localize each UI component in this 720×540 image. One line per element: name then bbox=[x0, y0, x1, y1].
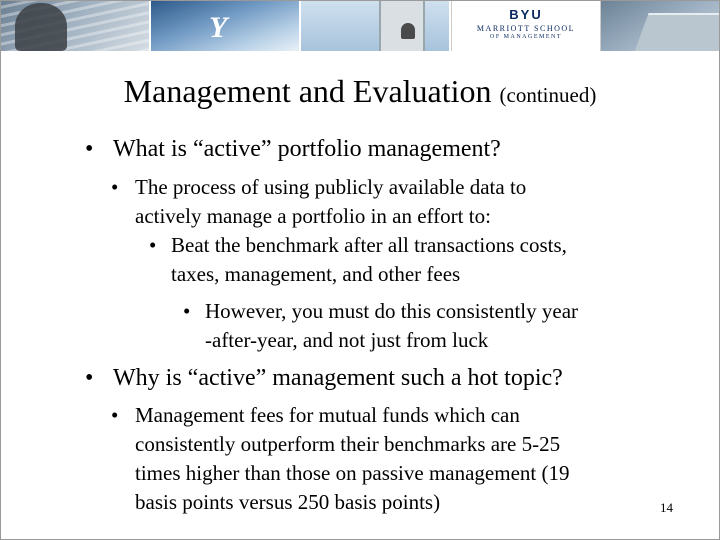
bullet-text: The process of using publicly available data to bbox=[135, 175, 527, 199]
bell-tower-photo bbox=[301, 1, 449, 51]
bullet-text: actively manage a portfolio in an effort to: bbox=[135, 204, 491, 228]
bullet-item bbox=[111, 401, 569, 517]
bullet-text: -after-year, and not just from luck bbox=[205, 328, 489, 352]
statue-photo bbox=[1, 1, 149, 51]
y-mountain-logo: Y bbox=[209, 11, 226, 44]
brand-sub-text-2: OF MANAGEMENT bbox=[490, 34, 562, 40]
bullet-text: basis points versus 250 basis points) bbox=[135, 490, 441, 514]
bullet-text: consistently outperform their benchmarks are 5-25 bbox=[135, 432, 561, 456]
brand-text bbox=[452, 7, 600, 40]
title-suffix: (continued) bbox=[499, 83, 597, 107]
bullet-text: taxes, management, and other fees bbox=[171, 262, 461, 286]
bullet-dot: • bbox=[111, 175, 119, 199]
building-photo bbox=[601, 1, 719, 51]
bullet-text: Beat the benchmark after all transactions costs, bbox=[171, 233, 567, 257]
bullet-item bbox=[111, 173, 526, 231]
byu-marriott-logo bbox=[451, 1, 601, 51]
bullet-dot: • bbox=[183, 299, 191, 323]
y-logo-photo bbox=[151, 1, 299, 51]
page-number: 14 bbox=[660, 500, 673, 515]
bell-icon bbox=[401, 23, 415, 39]
bullet-item bbox=[183, 297, 578, 355]
statue-silhouette bbox=[15, 3, 67, 51]
bullet-dot: • bbox=[85, 136, 94, 162]
bullet-item bbox=[85, 364, 563, 393]
bullet-text: However, you must do this consistently year bbox=[205, 299, 579, 323]
bullet-item bbox=[149, 231, 567, 289]
bullet-text: Why is “active” management such a hot topic? bbox=[113, 365, 563, 391]
bullet-item bbox=[85, 135, 501, 164]
bullet-dot: • bbox=[85, 365, 94, 391]
bullet-text: Management fees for mutual funds which can bbox=[135, 403, 520, 427]
building-shape bbox=[633, 13, 719, 51]
bullet-text: times higher than those on passive management (19 bbox=[135, 461, 570, 485]
bullet-dot: • bbox=[111, 403, 119, 427]
slide-title bbox=[1, 72, 719, 114]
bullet-text: What is “active” portfolio management? bbox=[113, 136, 501, 162]
title-main: Management and Evaluation bbox=[123, 73, 492, 109]
bullet-dot: • bbox=[149, 233, 157, 257]
brand-main-text: BYU bbox=[509, 7, 543, 22]
brand-sub-text: MARRIOTT SCHOOL bbox=[476, 24, 576, 33]
header-banner bbox=[1, 1, 719, 51]
